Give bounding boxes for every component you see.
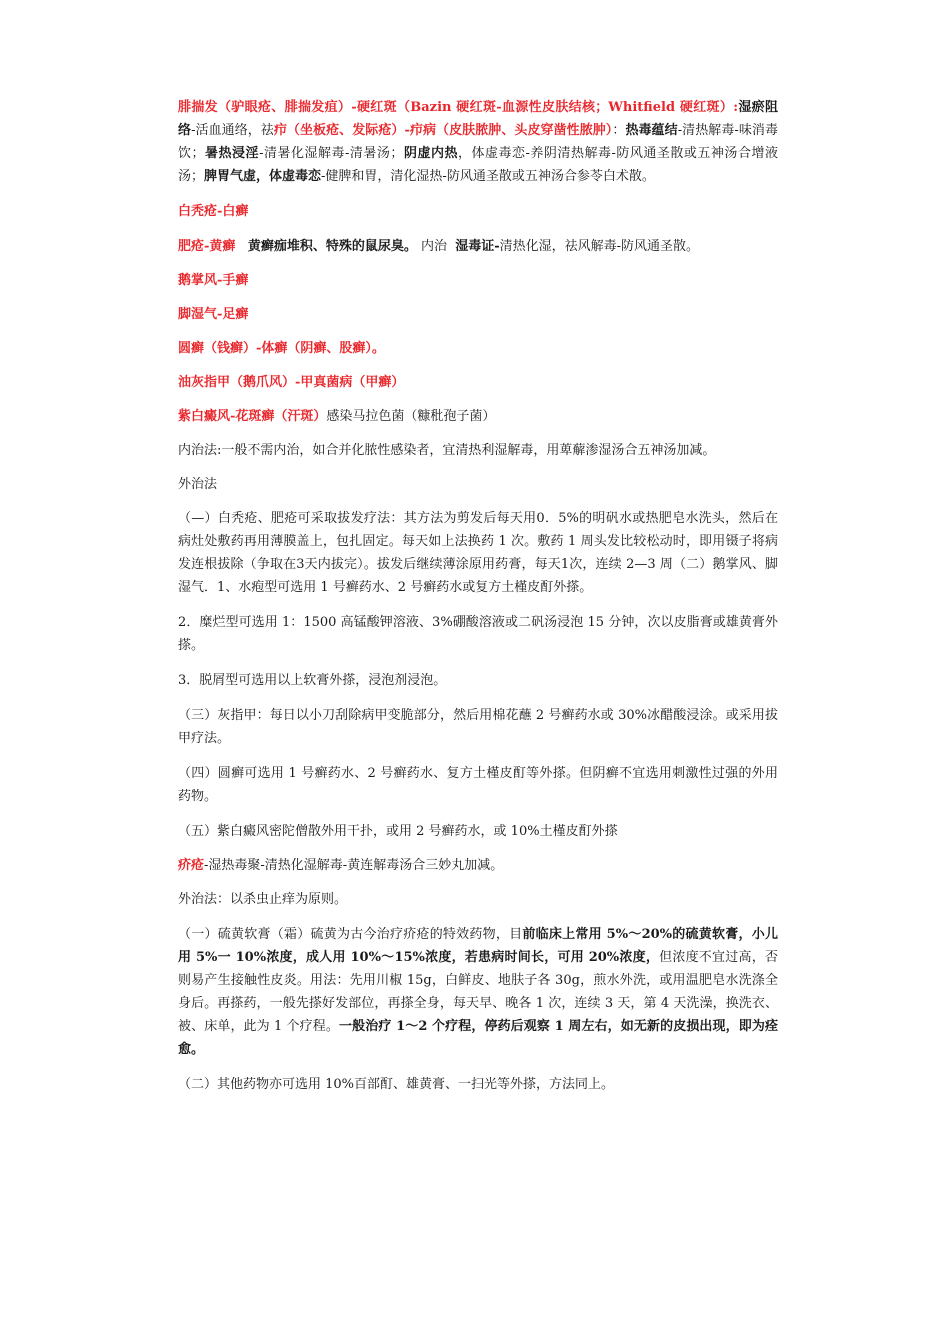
label-internal: 内治 xyxy=(420,239,447,254)
heading-onychomycosis xyxy=(178,371,778,394)
treatment-text: -湿热毒聚-清热化湿解毒-黄连解毒汤合三妙丸加减。 xyxy=(204,858,504,873)
heading-text: 白秃疮-白癣 xyxy=(178,204,249,219)
paragraph-external-2: 2．糜烂型可选用 1：1500 高锰酸钾溶液、3%硼酸溶液或二矾汤浸泡 15 分钟，次以皮脂膏或雄黄膏外搽。 xyxy=(178,615,778,653)
paragraph-external-versicolor: （五）紫白癜风密陀僧散外用干扑，或用 2 号癣药水，或 10%土槿皮酊外搽 xyxy=(178,824,618,839)
heading-text: 油灰指甲（鹅爪风）-甲真菌病（甲癣） xyxy=(178,375,405,390)
paragraph-external-ringworm: （四）圆癣可选用 1 号癣药水、2 号癣药水、复方土槿皮酊等外搽。但阴癣不宜选用刺激性过强的外用药物。 xyxy=(178,766,778,804)
heading-tinea-manuum xyxy=(178,269,778,292)
emphasis-text: 一般治疗 1～2 个疗程，停药后观察 1 周左右，如无新的皮损出现，即为痊愈。 xyxy=(178,1019,778,1057)
paragraph-external-3: 3．脱屑型可选用以上软膏外搽，浸泡剂浸泡。 xyxy=(178,673,447,688)
paragraph-favus xyxy=(178,235,778,258)
body-text: （一）硫黄软膏（霜）硫黄为古今治疗疥疮的特效药物，目 xyxy=(178,927,523,942)
syndrome-label: 暑热浸淫 xyxy=(204,146,260,161)
cause-text: 感染马拉色菌（糠秕孢子菌） xyxy=(326,409,496,424)
symptom-text: 黄癣痂堆积、特殊的鼠尿臭。 xyxy=(247,239,417,254)
treatment-text: 清热化湿，祛风解毒-防风通圣散。 xyxy=(499,239,700,254)
syndrome-label: 热毒蕴结 xyxy=(625,123,678,138)
emphasis-text: 前临床上常用 5%～20%的硫黄软膏，小儿用 5%一 10%浓度，成人用 10%～15%浓度，若患病时间长，可用 20%浓度， xyxy=(178,927,778,965)
paragraph-scabies-external: 外治法：以杀虫止痒为原则。 xyxy=(178,892,348,907)
paragraph-external-1: （—）白秃疮、肥疮可采取拔发疗法：其方法为剪发后每天用0．5%的明矾水或热肥皂水洗头，然后在病灶处敷药再用薄膜盖上，包扎固定。每天如上法换药 1 次。敷药 1 周头发比较松动时，即用镊子将病发连根拔除（争取在3天内拔完）。拔发后继续薄涂原用药膏，每天1次，连续 2—3 周（二）鹅掌风、脚湿气．1、水疱型可选用 1 号癣药水、2 号癣药水或复方土槿皮酊外搽。 xyxy=(178,511,778,595)
treatment-text: -活血通络，祛 xyxy=(191,123,274,138)
heading-tinea-capitis-white xyxy=(178,200,778,223)
body-text: 但浓度不宜过高，否则易产生接触性皮炎。用法：先用川椒 15g，白鲜皮、地肤子各 30g，煎水外洗，或用温肥皂水洗涤全身后。再搽药，一般先搽好发部位，再搽全身，每天早、晚各 1 次，连续 3 天，第 4 天洗澡，换洗衣、被、床单，此为 1 个疗程。 xyxy=(178,950,778,1034)
treatment-text: ，体虚毒恋-养阴清热解毒-防风通圣散或五神汤合增液汤； xyxy=(178,146,778,184)
paragraph-sulfur-ointment xyxy=(178,923,778,1061)
syndrome-label: 脾胃气虚，体虚毒恋 xyxy=(204,169,322,184)
heading-furuncle: 疖（坐板疮、发际疮）-疖病（皮肤脓肿、头皮穿凿性脓肿） xyxy=(273,123,613,138)
heading-text: 圆癣（钱癣）-体癣（阴癣、股癣）。 xyxy=(178,341,385,356)
syndrome-label: 湿毒证- xyxy=(455,239,500,254)
heading-tinea-versicolor: 紫白癜风-花斑癣（汗斑） xyxy=(178,409,327,424)
heading-tinea-pedis xyxy=(178,303,778,326)
syndrome-label: 湿瘀阻络 xyxy=(178,100,778,138)
treatment-text: -健脾和胃，清化湿热-防风通圣散或五神汤合参苓白术散。 xyxy=(321,169,655,184)
heading-tinea-corporis xyxy=(178,337,778,360)
heading-scabies: 疥疮 xyxy=(178,858,205,873)
heading-text: 脚湿气-足癣 xyxy=(178,307,249,322)
paragraph-external-nail: （三）灰指甲：每日以小刀刮除病甲变脆部分，然后用棉花蘸 2 号癣药水或 30%冰醋酸浸涂。或采用拔甲疗法。 xyxy=(178,708,778,746)
punctuation: ： xyxy=(612,123,626,138)
heading-favus: 肥疮-黄癣 xyxy=(178,239,236,254)
paragraph-erythema-induratum xyxy=(178,96,778,188)
heading-text: 鹅掌风-手癣 xyxy=(178,273,249,288)
paragraph-tinea-versicolor xyxy=(178,405,778,428)
treatment-text: -清热解毒-味消毒饮； xyxy=(178,123,778,161)
document-page xyxy=(178,96,778,1108)
paragraph-other-drugs: （二）其他药物亦可选用 10%百部酊、雄黄膏、一扫光等外搽，方法同上。 xyxy=(178,1077,615,1092)
syndrome-label: 阴虚内热 xyxy=(403,146,458,161)
label-external-treatment: 外治法 xyxy=(178,477,218,492)
paragraph-scabies xyxy=(178,854,778,877)
paragraph-internal-treatment: 内治法:一般不需内治，如合并化脓性感染者，宜清热利湿解毒，用萆薢渗湿汤合五神汤加减。 xyxy=(178,443,716,458)
heading-erythema-induratum: 腓揣发（驴眼疮、腓揣发疽）-硬红斑（Bazin 硬红斑-血源性皮肤结核；Whitfield 硬红斑）: xyxy=(178,100,738,115)
treatment-text: -清暑化湿解毒-清暑汤； xyxy=(259,146,404,161)
